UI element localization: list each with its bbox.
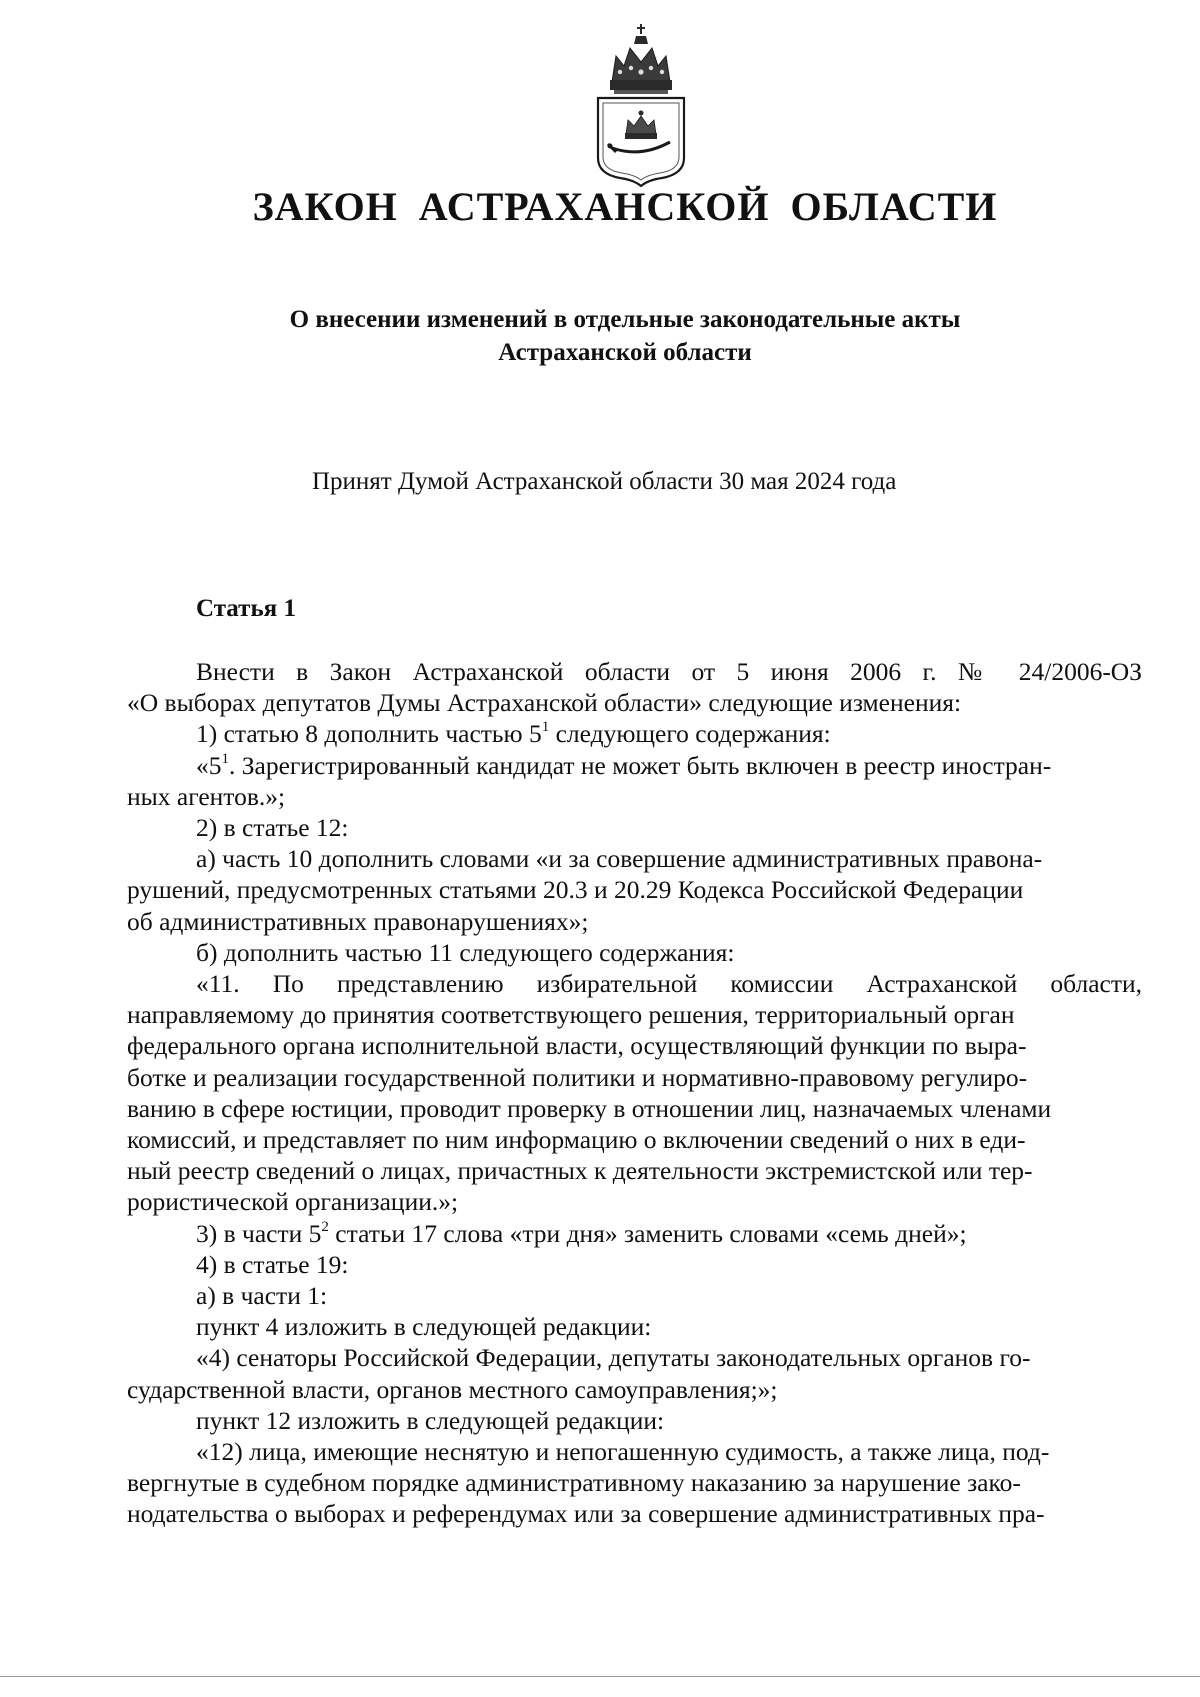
text-line: пункт 12 изложить в следующей редакции: [196, 1405, 665, 1435]
text-line: пункт 4 изложить в следующей редакции: [196, 1312, 652, 1342]
text-line: 2) в статье 12: [196, 813, 349, 843]
text-line [127, 750, 1142, 781]
text-line: «12) лица, имеющие неснятую и непогашенную судимость, а также лица, под- [196, 1437, 1050, 1467]
text-line: рушений, предусмотренных статьями 20.3 и 20.29 Кодекса Российской Федерации [127, 875, 1024, 905]
text-span: . Зарегистрированный кандидат не может быть включен в реестр иностран- [229, 750, 1052, 780]
text-span: 3) в части 5 [196, 1218, 322, 1248]
text-line: об административных правонарушениях»; [127, 906, 589, 936]
text-line: 4) в статье 19: [196, 1249, 349, 1279]
astrakhan-coat-of-arms-icon [590, 22, 692, 187]
text-span: «5 [196, 750, 222, 780]
text-line: «4) сенаторы Российской Федерации, депутаты законодательных органов го- [196, 1343, 1031, 1373]
text-line: нодательства о выборах и референдумах или за совершение административных пра- [127, 1499, 1045, 1529]
article-body [127, 656, 1142, 1530]
superscript: 1 [541, 719, 550, 736]
text-span: следующего содержания: [549, 719, 831, 749]
text-line: «11. По представлению избирательной комиссии Астраханской области, [196, 969, 1142, 999]
text-line: сударственной власти, органов местного самоуправления;»; [127, 1374, 778, 1404]
superscript: 2 [321, 1218, 329, 1235]
page-edge-divider [0, 1676, 1200, 1677]
text-line: а) часть 10 дополнить словами «и за совершение административных правона- [196, 844, 1043, 874]
subtitle-line: О внесении изменений в отдельные законодательные акты [289, 306, 961, 333]
law-title: ЗАКОН АСТРАХАНСКОЙ ОБЛАСТИ [252, 184, 998, 229]
article-heading: Статья 1 [196, 595, 296, 622]
text-line: «О выборах депутатов Думы Астраханской области» следующие изменения: [127, 688, 962, 718]
text-line: вергнутые в судебном порядке административному наказанию за нарушение зако- [127, 1468, 1021, 1498]
text-line: комиссий, и представляет по ним информацию о включении сведений о них в еди- [127, 1125, 1026, 1155]
subtitle-line: Астраханской области [498, 339, 752, 366]
text-line: рористической организации.»; [127, 1187, 459, 1217]
text-line [127, 1218, 1142, 1249]
text-line: ботке и реализации государственной политики и нормативно-правовому регулиро- [127, 1062, 1028, 1092]
text-line: а) в части 1: [196, 1281, 328, 1311]
text-line [127, 718, 1142, 749]
text-line: ный реестр сведений о лицах, причастных к деятельности экстремистской или тер- [127, 1156, 1033, 1186]
text-line: Внести в Закон Астраханской области от 5 июня 2006 г. № 24/2006-ОЗ [196, 657, 1142, 686]
text-span: 1) статью 8 дополнить частью 5 [196, 719, 542, 749]
text-line: ванию в сфере юстиции, проводит проверку в отношении лиц, назначаемых членами [127, 1093, 1052, 1123]
text-line: направляемому до принятия соответствующего решения, территориальный орган [127, 1000, 1015, 1030]
text-line: федерального органа исполнительной власти, осуществляющий функции по выра- [127, 1031, 1027, 1061]
text-line: ных агентов.»; [127, 781, 286, 811]
text-span: статьи 17 слова «три дня» заменить словами «семь дней»; [328, 1218, 967, 1248]
adoption-note: Принят Думой Астраханской области 30 мая 2024 года [312, 468, 897, 495]
text-line: б) дополнить частью 11 следующего содержания: [196, 937, 735, 967]
superscript: 1 [221, 750, 229, 767]
law-subtitle [180, 303, 1070, 369]
